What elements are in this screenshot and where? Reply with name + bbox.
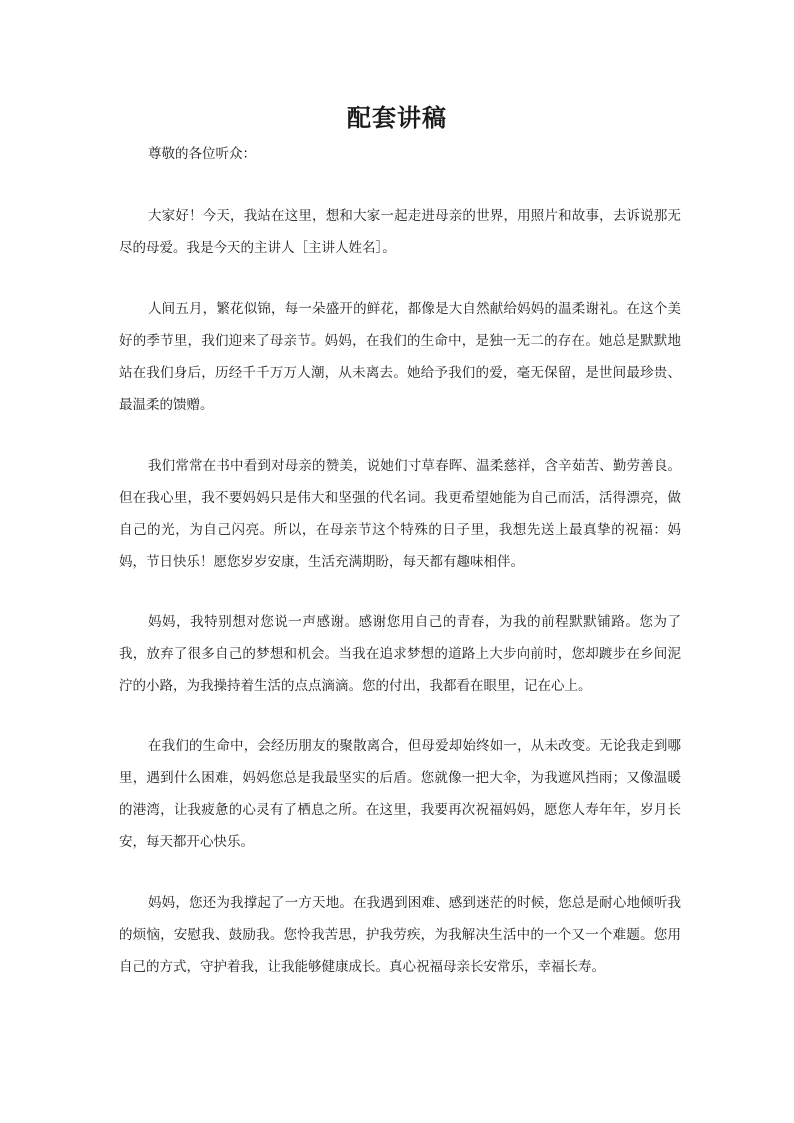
paragraph: 人间五月，繁花似锦，每一朵盛开的鲜花，都像是大自然献给妈妈的温柔谢礼。在这个美好的季节里，我们迎来了母亲节。妈妈，在我们的生命中，是独一无二的存在。她总是默默地站在我们身后，历经千千万万人潮，从未离去。她给予我们的爱，毫无保留，是世间最珍贵、最温柔的馈赠。 [119, 301, 681, 413]
paragraph: 在我们的生命中，会经历朋友的聚散离合，但母爱却始终如一，从未改变。无论我走到哪里，遇到什么困难，妈妈您总是我最坚实的后盾。您就像一把大伞，为我遮风挡雨；又像温暖的港湾，让我疲惫的心灵有了栖息之所。在这里，我要再次祝福妈妈，愿您人寿年年，岁月长安，每天都开心快乐。 [119, 738, 681, 850]
salutation: 尊敬的各位听众： [148, 146, 256, 162]
document-title: 配套讲稿 [347, 103, 447, 132]
paragraph: 妈妈，我特别想对您说一声感谢。感谢您用自己的青春，为我的前程默默铺路。您为了我，放弃了很多自己的梦想和机会。当我在追求梦想的道路上大步向前时，您却踱步在乡间泥泞的小路，为我操持着生活的点点滴滴。您的付出，我都看在眼里，记在心上。 [119, 614, 681, 694]
paragraph: 我们常常在书中看到对母亲的赞美，说她们寸草春晖、温柔慈祥，含辛茹苦、勤劳善良。但在我心里，我不要妈妈只是伟大和坚强的代名词。我更希望她能为自己而活，活得漂亮，做自己的光，为自己闪亮。所以，在母亲节这个特殊的日子里，我想先送上最真挚的祝福：妈妈，节日快乐！愿您岁岁安康，生活充满期盼，每天都有趣味相伴。 [119, 458, 681, 570]
paragraph: 妈妈，您还为我撑起了一方天地。在我遇到困难、感到迷茫的时候，您总是耐心地倾听我的烦恼，安慰我、鼓励我。您怜我苦思，护我劳疾，为我解决生活中的一个又一个难题。您用自己的方式，守护着我，让我能够健康成长。真心祝福母亲长安常乐，幸福长寿。 [119, 895, 681, 975]
paragraph: 大家好！今天，我站在这里，想和大家一起走进母亲的世界，用照片和故事，去诉说那无尽的母爱。我是今天的主讲人［主讲人姓名］。 [119, 208, 681, 256]
